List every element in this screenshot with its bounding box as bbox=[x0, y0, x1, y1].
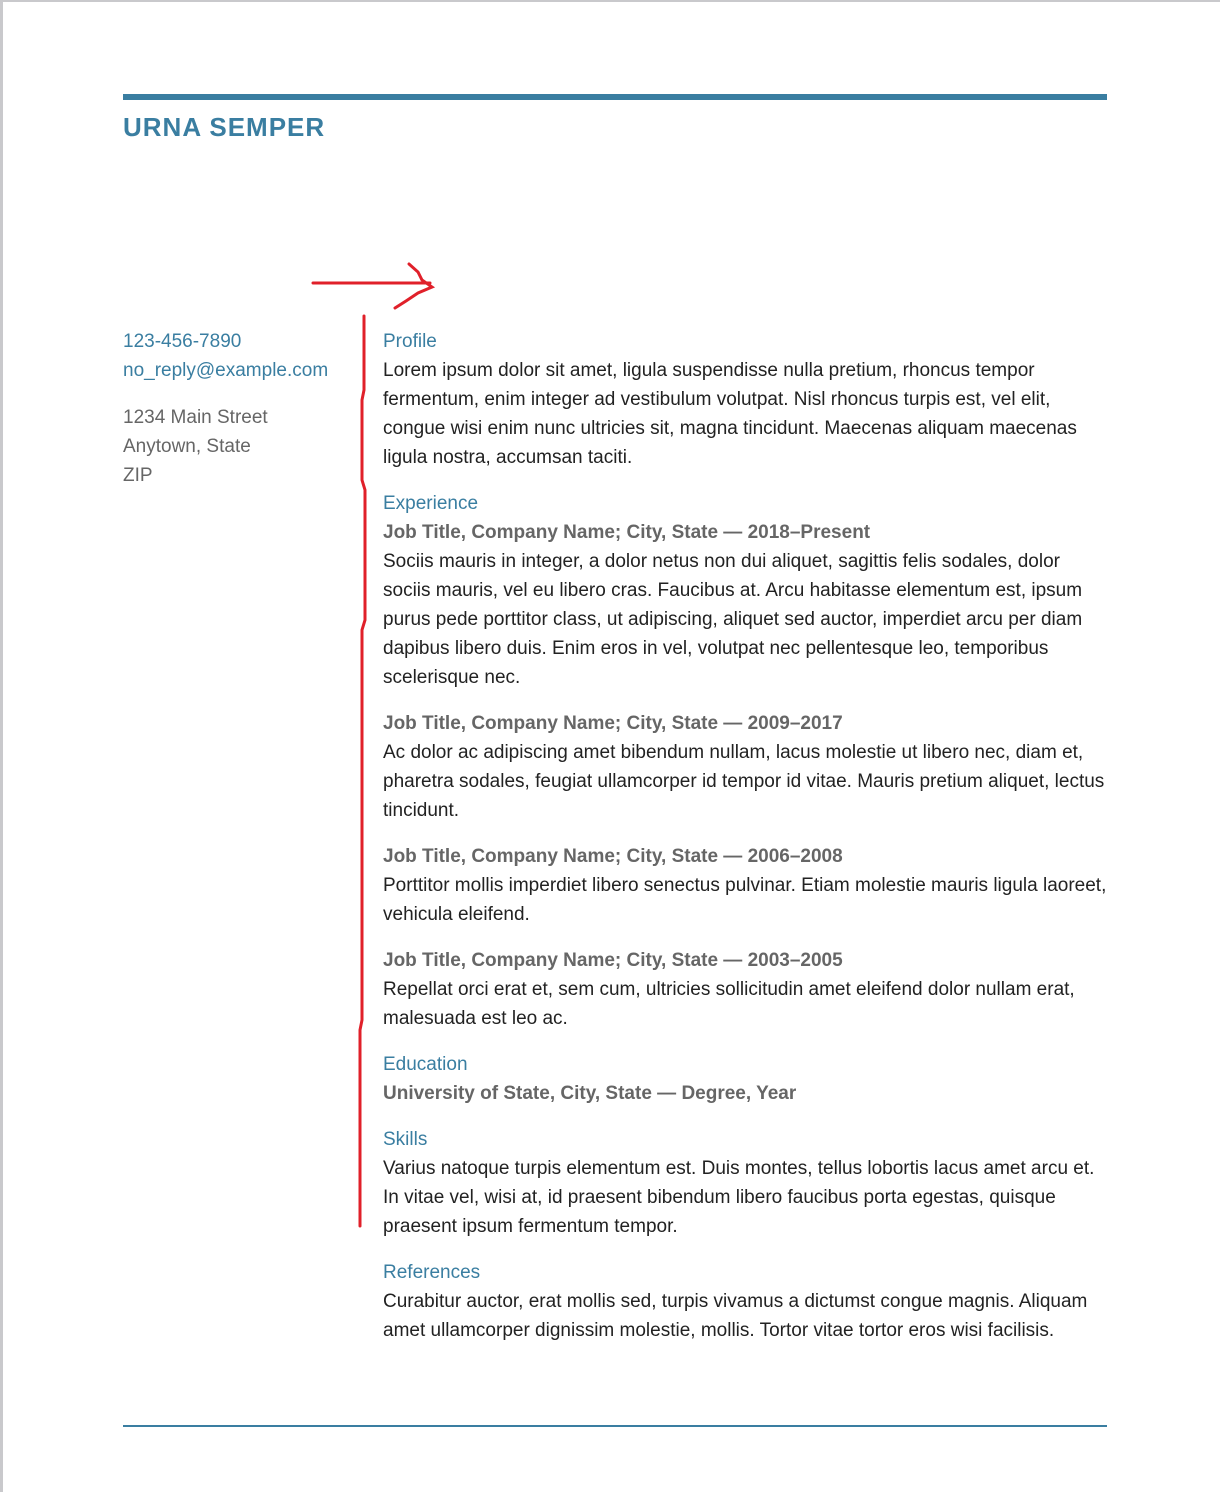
address bbox=[123, 403, 363, 490]
skills-section bbox=[383, 1125, 1109, 1241]
email: no_reply@example.com bbox=[123, 360, 329, 381]
experience-section bbox=[383, 489, 1109, 1033]
references-section bbox=[383, 1258, 1109, 1345]
section-heading: Experience bbox=[383, 493, 479, 514]
job-title: Job Title, Company Name; City, State — 2003–2005 bbox=[383, 950, 843, 971]
annotation-arrow-icon bbox=[313, 264, 432, 308]
resume-name: URNA SEMPER bbox=[123, 112, 326, 142]
job-entry bbox=[383, 709, 1109, 825]
education-entry: University of State, City, State — Degree, Year bbox=[383, 1083, 797, 1104]
job-description: Porttitor mollis imperdiet libero senectus pulvinar. Etiam molestie mauris ligula laoreet, vehicula eleifend. bbox=[383, 875, 1107, 925]
job-entry bbox=[383, 518, 1109, 692]
section-heading: References bbox=[383, 1262, 481, 1283]
address-line: Anytown, State bbox=[123, 436, 251, 457]
job-description: Ac dolor ac adipiscing amet bibendum nullam, lacus molestie ut libero nec, diam et, pharetra sodales, feugiat ullamcorper id tempor id vitae. Mauris pretium aliquet, lectus tincidunt. bbox=[383, 742, 1105, 821]
references-text: Curabitur auctor, erat mollis sed, turpis vivamus a dictumst congue magnis. Aliquam amet ullamcorper dignissim molestie, mollis. Tortor vitae tortor eros wisi facilisis. bbox=[383, 1291, 1088, 1341]
window-border-top bbox=[0, 0, 1220, 2]
job-title: Job Title, Company Name; City, State — 2009–2017 bbox=[383, 713, 843, 734]
address-line: ZIP bbox=[123, 465, 153, 486]
header-rule bbox=[123, 94, 1107, 100]
job-entry bbox=[383, 946, 1109, 1033]
section-heading: Profile bbox=[383, 331, 437, 352]
profile-section bbox=[383, 327, 1109, 472]
profile-text: Lorem ipsum dolor sit amet, ligula suspendisse nulla pretium, rhoncus tempor fermentum, enim integer ad vestibulum volutpat. Nisl rhoncus turpis est, vel elit, congue wisi enim nunc ultricies sit, magna tincidunt. Maecenas aliquam maecenas ligula nostra, accumsan taciti. bbox=[383, 360, 1077, 468]
phone: 123-456-7890 bbox=[123, 331, 242, 352]
section-heading: Education bbox=[383, 1054, 468, 1075]
section-heading: Skills bbox=[383, 1129, 428, 1150]
job-description: Repellat orci erat et, sem cum, ultricies sollicitudin amet eleifend dolor nullam erat, malesuada est leo ac. bbox=[383, 979, 1075, 1029]
job-title: Job Title, Company Name; City, State — 2018–Present bbox=[383, 522, 871, 543]
education-section bbox=[383, 1050, 1109, 1108]
contact-sidebar bbox=[123, 327, 363, 490]
skills-text: Varius natoque turpis elementum est. Duis montes, tellus lobortis lacus amet arcu et. In vitae vel, wisi at, id praesent bibendum libero faucibus porta egestas, quisque praesent ipsum fermentum tempor. bbox=[383, 1158, 1095, 1237]
job-title: Job Title, Company Name; City, State — 2006–2008 bbox=[383, 846, 843, 867]
job-entry bbox=[383, 842, 1109, 929]
resume-main bbox=[383, 327, 1109, 1362]
address-line: 1234 Main Street bbox=[123, 407, 268, 428]
job-description: Sociis mauris in integer, a dolor netus non dui aliquet, sagittis felis sodales, dolor sociis mauris, vel eu libero cras. Faucibus at. Arcu habitasse elementum est, ipsum purus pede porttitor class, ut adipiscing, aliquet sed auctor, imperdiet arcu per diam dapibus libero duis. Enim eros in vel, volutpat nec pellentesque leo, temporibus scelerisque nec. bbox=[383, 551, 1083, 688]
window-border-left bbox=[0, 0, 3, 1492]
footer-rule bbox=[123, 1425, 1107, 1427]
